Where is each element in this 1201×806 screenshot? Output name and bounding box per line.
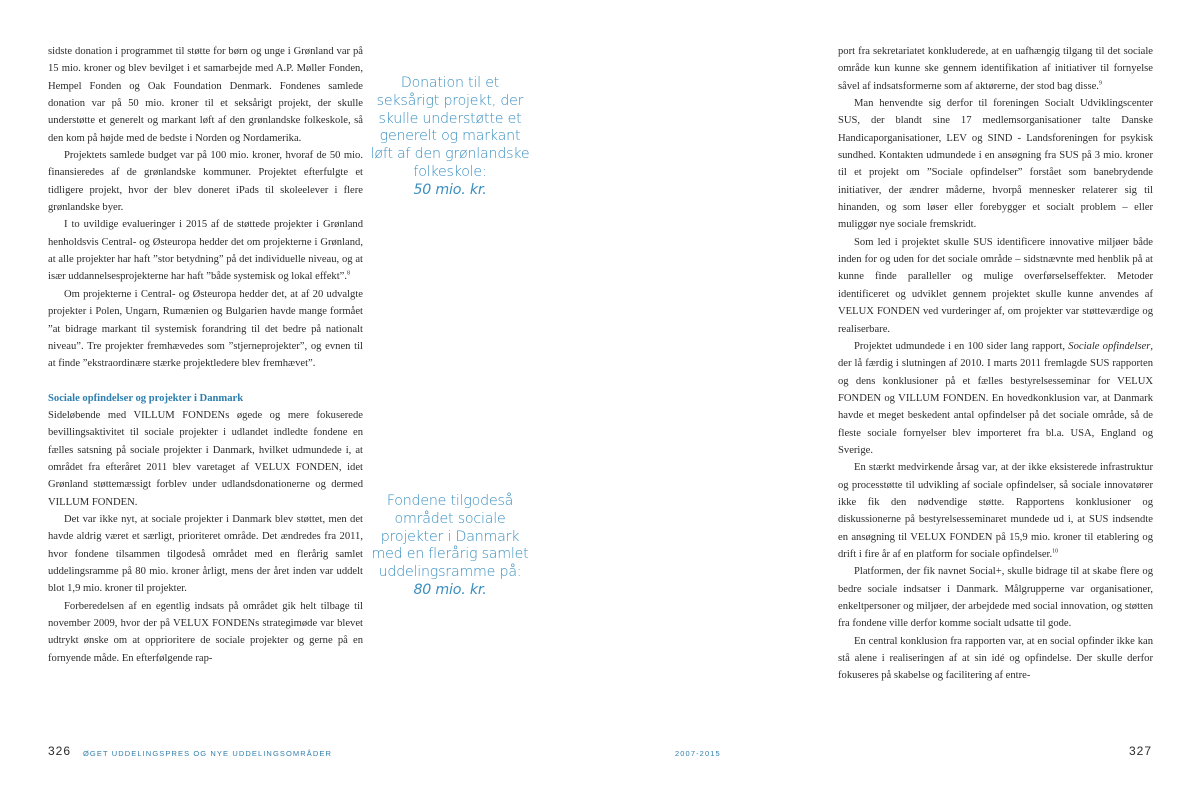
- paragraph: Man henvendte sig derfor til foreningen Socialt Udviklingscenter SUS, der blandt sine 17 medlemsorganisationer talte Danske Handicaporganisationer, LEV og SIND - Landsforeningen for psykisk sundhed. Kontakten udmundede i en ansøgning fra SUS på 3 mio. kroner til et projekt om ”Sociale opfindelser” forstået som banebrydende initiativer, der ændrer måderne, hvorpå mennesker relaterer sig til hinanden, og som løser eller forebygger et socialt problem – eller muliggør nye sociale fremskridt.: [838, 98, 1153, 231]
- paragraph: sidste donation i programmet til støtte for børn og unge i Grønland var på 15 mio. kroner og blev bevilget i et samarbejde med A.P. Møller Fonden, Hempel Fonden og Oak Foundation Denmark. Fondenes samlede donation var på 50 mio. kroner til et seksårigt projekt, der skulle understøtte et generelt og markant løft af den grønlandske folkeskole, så den kom på højde med de bedste i Norden og Nordamerika.: [48, 46, 363, 144]
- paragraph: Platformen, der fik navnet Social+, skulle bidrage til at skabe flere og bedre sociale indsatser i Danmark. Målgrupperne var organisationer, enkeltpersoner og miljøer, der arbejdede med social innovation, og støtten fra fondene ville derfor komme socialt udsatte til gode.: [838, 566, 1153, 630]
- pull-quote-amount: 50 mio. kr.: [413, 181, 487, 198]
- pull-quote: [370, 493, 530, 600]
- footnote-marker[interactable]: 8: [346, 270, 350, 277]
- pull-quote-amount: 80 mio. kr.: [413, 581, 487, 598]
- running-head: ØGET UDDELINGSPRES OG NYE UDDELINGSOMRÅDER: [83, 749, 333, 758]
- paragraph: Projektets samlede budget var på 100 mio. kroner, hvoraf de 50 mio. finansieredes af de grønlandske kommuner. Projektet efterfulgte et tidligere projekt, hvor der blev doneret iPads til skoleelever i flere grønlandske byer.: [48, 150, 363, 214]
- left-page-column: [48, 43, 363, 667]
- paragraph: Sideløbende med VILLUM FONDENs øgede og mere fokuserede bevillingsaktivitet til sociale projekter i udlandet indledte fondene en fælles satsning på sociale projekter i Danmark, hvilket udmundede i, at området fra efteråret 2011 blev varetaget af VELUX FONDEN, idet Grønland støttemæssigt forblev under udlandsdonationerne og dermed VILLUM FONDEN.: [48, 409, 363, 508]
- report-title: Sociale opfindelser: [1068, 340, 1151, 352]
- paragraph: En central konklusion fra rapporten var, at en social opfinder ikke kan stå alene i realiseringen af at sin idé og opfindelse. Der skulle derfor fokuseres på skabelse og facilitering af entre-: [838, 635, 1153, 682]
- pull-quote-text: Fondene tilgodeså området sociale projekter i Danmark med en flerårig samlet uddelingsramme på:: [371, 493, 529, 581]
- footnote-marker[interactable]: 9: [1098, 80, 1102, 87]
- paragraph: Om projekterne i Central- og Østeuropa hedder det, at af 20 udvalgte projekter i Polen, Ungarn, Rumænien og Bulgarien havde mange formået ”at bidrage markant til systemisk forandring til det bedre på nationalt niveau”. Tre projekter fremhævedes som ”stjerneprojekter”, og evnen til at finde ”ekstraordinære stærke projektledere blev fremhævet”.: [48, 288, 363, 370]
- footnote-marker[interactable]: 10: [1052, 548, 1059, 555]
- pull-quote: [370, 75, 530, 200]
- paragraph: Som led i projektet skulle SUS identificere innovative miljøer både inden for og uden for det sociale område – sidstnævnte med henblik på at kunne finde paralleller og mulige overførselseffekter. Metoder identificeret og udviklet gennem projektet skulle kunne anvendes af VELUX FONDEN ved vurderinger af, om projekter var støtteværdige og realiserbare.: [838, 236, 1153, 335]
- page-number-right: 327: [1129, 744, 1153, 758]
- right-page-column: [838, 43, 1153, 685]
- paragraph: Det var ikke nyt, at sociale projekter i Danmark blev støttet, men det havde aldrig været et særligt, prioriteret område. Det ændredes fra 2011, hvor fondene tilsammen tilgodeså området med en flerårig samlet uddelingsramme på 80 mio. kroner årligt, mens der året inden var uddelt blot 1,9 mio. kroner til projekter.: [48, 513, 363, 595]
- pull-quote-text: Donation til et seksårigt projekt, der skulle understøtte et generelt og markant løft af den grønlandske folkeskole:: [370, 75, 530, 180]
- paragraph: port fra sekretariatet konkluderede, at en uafhængig tilgang til det sociale område kun kunne ske gennem identifikation af initiativer til fornyelse såvel af indsatsformerne som af aktørerne, der stod bag disse.$^9$: [838, 46, 1153, 92]
- page-number-left: 326: [48, 744, 72, 758]
- paragraph: Projektet udmundede i en 100 sider lang rapport, Sociale opfindelser, der lå færdig i slutningen af 2010. I marts 2011 fremlagde SUS rapporten og dens konklusioner på et fælles bestyrelsesseminar for VELUX FONDEN og VILLUM FONDEN. En hovedkonklusion var, at Danmark havde et meget beskedent antal opfindelser på det sociale område, så de fleste sociale fornyelser blev importeret fra bl.a. USA, England og Sverige.: [838, 340, 1153, 456]
- section-heading: Sociale opfindelser og projekter i Danmark: [48, 392, 244, 404]
- paragraph: I to uvildige evalueringer i 2015 af de støttede projekter i Grønland henholdsvis Central- og Østeuropa hedder det om projekterne i Grønland, at alle projekter har haft ”stor betydning” på det individuelle niveau, og at især uddannelsesprojekterne har haft ”både systemisk og lokal effekt”.$^8$: [48, 219, 363, 283]
- paragraph: En stærkt medvirkende årsag var, at der ikke eksisterede infrastruktur og processtøtte til udvikling af sociale opfindelser, så sociale innovatører ikke fik den nødvendige støtte. Rapportens konklusioner og diskussionerne på bestyrelsesseminaret mundede ud i, at SUS indsendte en ansøgning til VELUX FONDEN på 15,9 mio. kroner til etablering og drift i fire år af en platform for sociale opfindelser.$^{10}$: [838, 462, 1153, 560]
- paragraph: Forberedelsen af en egentlig indsats på området gik helt tilbage til november 2009, hvor der på VELUX FONDENs strategimøde var blevet udtrykt ønske om at opprioritere de sociale projekter og gerne på en fornyende måde. En efterfølgende rap-: [48, 600, 363, 664]
- period-label: 2007-2015: [675, 749, 721, 758]
